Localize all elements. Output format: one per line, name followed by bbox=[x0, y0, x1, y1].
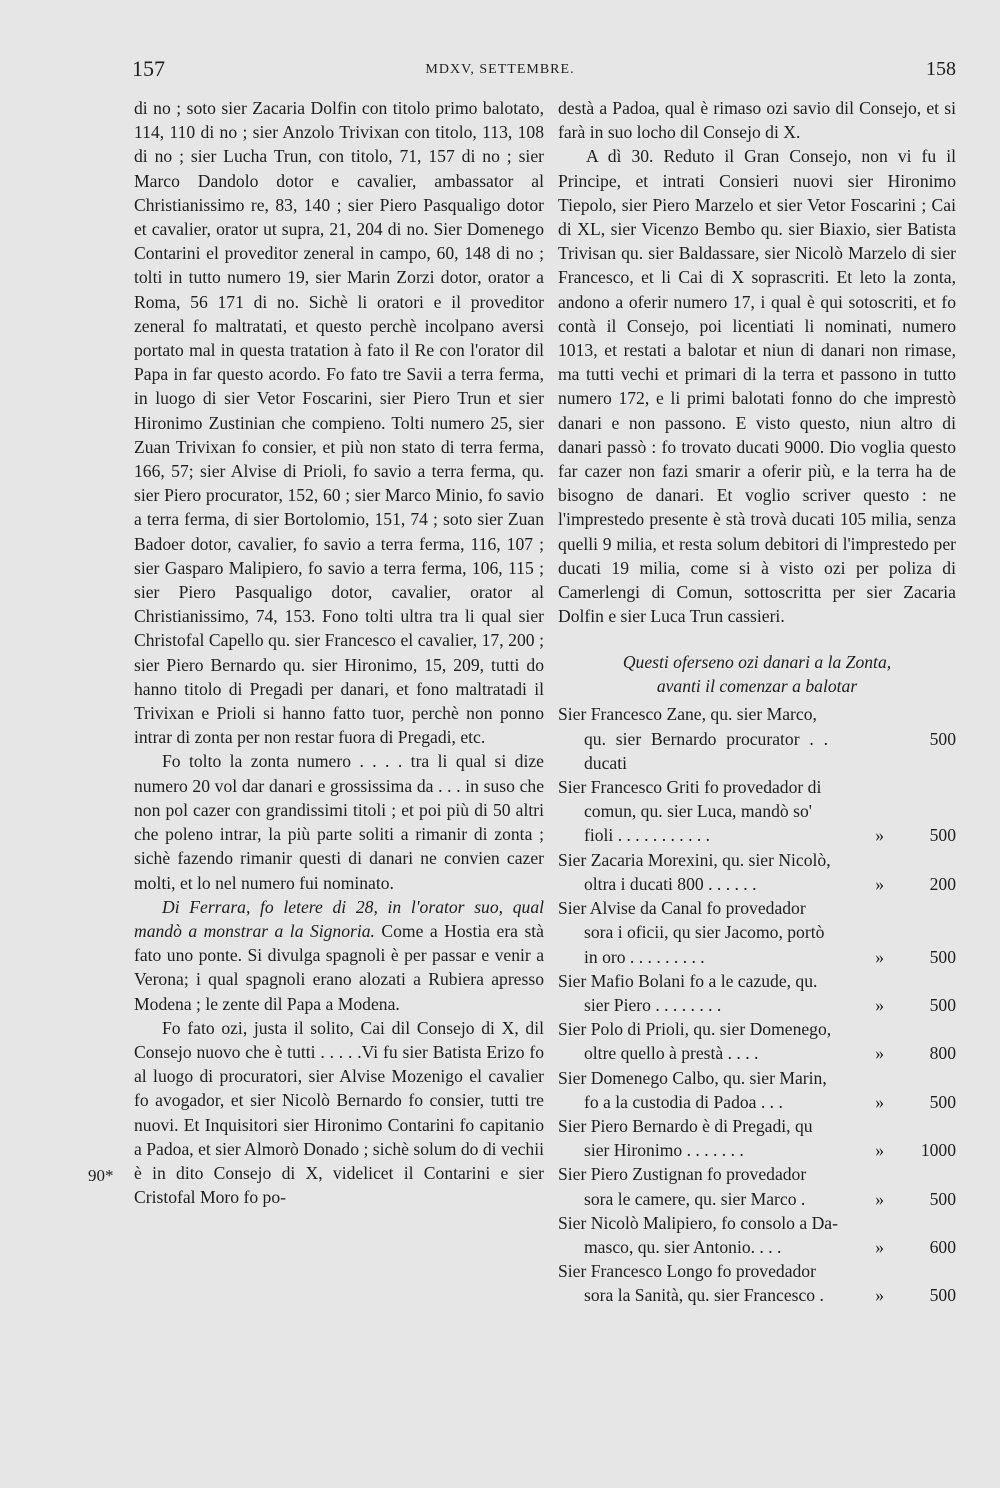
offer-entry-line bbox=[558, 896, 956, 920]
offer-entry-line bbox=[558, 1041, 956, 1065]
offer-entry-line bbox=[558, 1259, 956, 1283]
offer-donor: Sier Alvise da Canal fo provedador bbox=[558, 898, 806, 919]
offer-entry bbox=[558, 1211, 956, 1259]
offer-entry bbox=[558, 1162, 956, 1210]
offer-entry bbox=[558, 969, 956, 1017]
offer-donor: Sier Piero Zustignan fo provedador bbox=[558, 1164, 807, 1185]
offer-entry-line bbox=[558, 702, 956, 726]
offer-donor: Sier Francesco Griti fo provedador di bbox=[558, 777, 822, 798]
offer-entry-line bbox=[558, 848, 956, 872]
right-page-number: 158 bbox=[926, 58, 956, 80]
offer-amount: 800 bbox=[929, 1043, 956, 1064]
offer-entry bbox=[558, 848, 956, 896]
ferrara-text: Come a Hostia era stà fato uno ponte. Si divulga spagnoli è per passar e venir a Verona; i qual spagnoli erano alozati a Rubiera apresso Modena ; le zente dil Papa a Modena. bbox=[134, 920, 544, 1014]
offer-entry bbox=[558, 775, 956, 848]
offer-currency: » bbox=[875, 825, 884, 846]
offer-amount: 1000 bbox=[920, 1140, 956, 1161]
offer-entry-line bbox=[558, 799, 956, 823]
offer-currency: » bbox=[875, 994, 884, 1015]
offer-entry-line bbox=[558, 775, 956, 799]
offer-donor: Sier Francesco Longo fo provedador bbox=[558, 1261, 816, 1282]
right-paragraph-2: A dì 30. Reduto il Gran Consejo, non vi fu il Principe, et intrati Consieri nuovi sier Hironimo Tiepolo, sier Piero Marzelo et sier Vetor Foscarini ; Cai di XL, sier Vicenzo Bembo qu. sier Biaxio, sier Batista Trivisan qu. sier Baldassare, sier Nicolò Marzelo di sier Francesco, et li Cai di X soprascriti. Et leto la zonta, andono a oferir numero 17, i qual è qui sotoscriti, et fo contà il Consejo, poi licentiati li nominati, numero 1013, et restati a balotar et niun di danari non rimase, ma tutti vechi et primari di la terra et passono in tutto numero 172, e li primi balotati fonno do che imprestò danari e non passono. E visto questo, niun altro di danari passò : fo trovato ducati 9000. Dio voglia questo far cazer non fazi smarir a oferir più, e la terra ha de bisogno de danari. Et voglio scriver questo : ne l'imprestedo presente è stà trovà ducati 105 milia, senza quelli 9 milia, et resta solum debitori di l'imprestedo per ducati 19 milia, come si à visto ozi per poliza di Camerlengi di Comun, sottoscritta per sier Zacaria Dolfin e sier Luca Trun cassieri. bbox=[558, 146, 956, 627]
offers-heading-line2: avanti il comenzar a balotar bbox=[656, 676, 858, 697]
offer-detail: comun, qu. sier Luca, mandò so' bbox=[584, 801, 812, 822]
offer-donor: Sier Francesco Zane, qu. sier Marco, bbox=[558, 704, 817, 725]
offer-detail: oltre quello à prestà . . . . bbox=[584, 1043, 759, 1064]
offer-entry-line bbox=[558, 1090, 956, 1114]
offer-detail: sier Hironimo . . . . . . . bbox=[584, 1140, 744, 1161]
offer-entry-line bbox=[558, 727, 956, 775]
offer-donor: Sier Domenego Calbo, qu. sier Marin, bbox=[558, 1067, 827, 1088]
offer-detail: sora i oficii, qu sier Jacomo, portò bbox=[584, 922, 825, 943]
offer-donor: Sier Zacaria Morexini, qu. sier Nicolò, bbox=[558, 849, 831, 870]
offer-detail: fioli . . . . . . . . . . . bbox=[584, 825, 711, 846]
ferrara-heading: Di Ferrara, fo letere di 28, in l'orator suo, qual mandò a monstrar a la Signoria. bbox=[134, 896, 544, 941]
running-title: MDXV, SETTEMBRE. bbox=[425, 62, 575, 77]
offer-entry-line bbox=[558, 1283, 956, 1307]
offer-entry-line bbox=[558, 920, 956, 944]
offer-entry bbox=[558, 702, 956, 775]
offer-detail: in oro . . . . . . . . . bbox=[584, 946, 705, 967]
right-paragraph-1: destà a Padoa, qual è rimaso ozi savio dil Consejo, et si farà in suo locho dil Consejo di X. bbox=[558, 98, 956, 143]
offer-detail: oltra i ducati 800 . . . . . . bbox=[584, 873, 757, 894]
offers-heading-line1: Questi oferseno ozi danari a la Zonta, bbox=[622, 652, 892, 673]
offer-entry-line bbox=[558, 1114, 956, 1138]
offer-entry-line bbox=[558, 1211, 956, 1235]
offers-list bbox=[558, 702, 956, 1307]
offer-amount: 600 bbox=[929, 1236, 956, 1257]
right-column bbox=[558, 96, 956, 1308]
offer-entry bbox=[558, 1066, 956, 1114]
offer-donor: Sier Nicolò Malipiero, fo consolo a Da- bbox=[558, 1212, 838, 1233]
offer-currency: » bbox=[875, 1043, 884, 1064]
offer-amount: 500 bbox=[929, 946, 956, 967]
left-paragraph-2: Fo tolto la zonta numero . . . . tra li qual si dize numero 20 vol dar danari e grossissima da . . . in suso che non pol cazer con grandissimi titoli ; et poi più di 50 altri che poleno intrar, la più parte soliti a rimanir di zonta ; sichè fazendo rimanir questi di danari ne convien cazer molti, et lo nel numero fui nominato. bbox=[134, 751, 544, 893]
offer-entry-line bbox=[558, 823, 956, 847]
left-paragraph-4: Fo fato ozi, justa il solito, Cai dil Consejo di X, dil Consejo nuovo che è tutti . . . . .Vi fu sier Batista Erizo fo al luogo di procuratori, sier Alvise Mozenigo el cavalier fo avogador, et sier Nicolò Bernardo fo consier, tutti tre nuovi. Et Inquisitori sier Hironimo Contarini fo capitanio a Padoa, et sier Almorò Donado ; sichè solum do di vechii è in dito Consejo di X, videlicet il Contarini e sier Cristofal Moro fo po- bbox=[134, 1017, 544, 1208]
offer-donor: Sier Piero Bernardo è di Pregadi, qu bbox=[558, 1115, 813, 1136]
offer-amount: 200 bbox=[929, 873, 956, 894]
offer-entry-line bbox=[558, 1017, 956, 1041]
offer-entry-line bbox=[558, 993, 956, 1017]
left-paragraph-1: di no ; soto sier Zacaria Dolfin con titolo primo balotato, 114, 110 di no ; sier Anzolo Trivixan con titolo, 113, 108 di no ; sier Lucha Trun, con titolo, 71, 157 di no ; sier Marco Dandolo dotor e cavalier, ambassator al Christianissimo re, 83, 140 ; sier Piero Pasqualigo dotor et cavalier, orator ut supra, 21, 204 di no. Sier Domenego Contarini el proveditor zeneral in campo, 60, 148 di no ; tolti in tutto numero 19, sier Marin Zorzi dotor, orator a Roma, 56 171 di no. Sichè li oratori e il proveditor zeneral fo maltratati, et questo perchè incolpano aversi portato mal in questa tratation à fato il Re con l'orator dil Papa in far questo acordo. Fo fato tre Savii a terra ferma, in luogo di sier Vetor Foscarini, sier Piero Trun et sier Hironimo Zustinian che compieno. Tolti numero 25, sier Zuan Trivixan fo consier, et più non stato di terra ferma, 166, 57; sier Alvise di Prioli, fo savio a terra ferma, qu. sier Piero procurator, 152, 60 ; sier Marco Minio, fo savio a terra ferma, di sier Bortolomio, 151, 74 ; soto sier Zuan Badoer dotor, cavalier, fo savio a terra ferma, 116, 107 ; sier Gasparo Malipiero, fo savio a terra ferma, 106, 115 ; sier Piero Pasqualigo dotor, cavalier, orator al Christianissimo, 74, 153. Fono tolti ultra tra li qual sier Christofal Capello qu. sier Francesco el cavalier, 17, 200 ; sier Piero Bernardo qu. sier Hironimo, 15, 209, tutti do hanno titolo di Pregadi per danari, et fono maltratadi il Trivixan e Prioli si hanno fatto tuor, perchè non ponno intrar di zonta per non restar fuora di Pregadi, etc. bbox=[134, 98, 544, 748]
offer-entry bbox=[558, 896, 956, 969]
offer-currency: » bbox=[875, 946, 884, 967]
offer-currency: » bbox=[875, 1285, 884, 1306]
offer-detail: fo a la custodia di Padoa . . . bbox=[584, 1091, 783, 1112]
offer-donor: Sier Polo di Prioli, qu. sier Domenego, bbox=[558, 1019, 832, 1040]
page-header bbox=[0, 56, 1000, 88]
offers-heading bbox=[558, 650, 956, 698]
offer-entry-line bbox=[558, 1235, 956, 1259]
offer-amount: 500 bbox=[929, 1091, 956, 1112]
offer-entry-line bbox=[558, 872, 956, 896]
offer-entry-line bbox=[558, 1187, 956, 1211]
offer-detail: masco, qu. sier Antonio. . . . bbox=[584, 1236, 782, 1257]
offer-detail: sora la Sanità, qu. sier Francesco . bbox=[584, 1285, 824, 1306]
offer-entry bbox=[558, 1114, 956, 1162]
offer-currency: » bbox=[875, 1188, 884, 1209]
offer-amount: 500 bbox=[929, 994, 956, 1015]
offer-amount: 500 bbox=[929, 728, 956, 749]
left-paragraph-3 bbox=[134, 895, 544, 1016]
offer-currency: » bbox=[875, 1140, 884, 1161]
offer-amount: 500 bbox=[929, 1188, 956, 1209]
left-page-number: 157 bbox=[132, 56, 165, 81]
offer-amount: 500 bbox=[929, 825, 956, 846]
offer-entry-line bbox=[558, 1162, 956, 1186]
offer-entry-line bbox=[558, 1066, 956, 1090]
offer-entry bbox=[558, 1259, 956, 1307]
offer-entry-line bbox=[558, 1138, 956, 1162]
offer-amount: 500 bbox=[929, 1285, 956, 1306]
offer-entry-line bbox=[558, 969, 956, 993]
offer-currency: » bbox=[875, 873, 884, 894]
offer-detail: sora le camere, qu. sier Marco . bbox=[584, 1188, 806, 1209]
offer-entry-line bbox=[558, 945, 956, 969]
offer-detail: sier Piero . . . . . . . . bbox=[584, 994, 722, 1015]
offer-donor: Sier Mafio Bolani fo a le cazude, qu. bbox=[558, 970, 818, 991]
left-column bbox=[134, 96, 544, 1209]
offer-entry bbox=[558, 1017, 956, 1065]
offer-currency: » bbox=[875, 1091, 884, 1112]
offer-detail: qu. sier Bernardo procurator . . ducati bbox=[584, 728, 828, 773]
offer-currency: » bbox=[875, 1236, 884, 1257]
marginal-note: 90* bbox=[88, 1166, 114, 1185]
